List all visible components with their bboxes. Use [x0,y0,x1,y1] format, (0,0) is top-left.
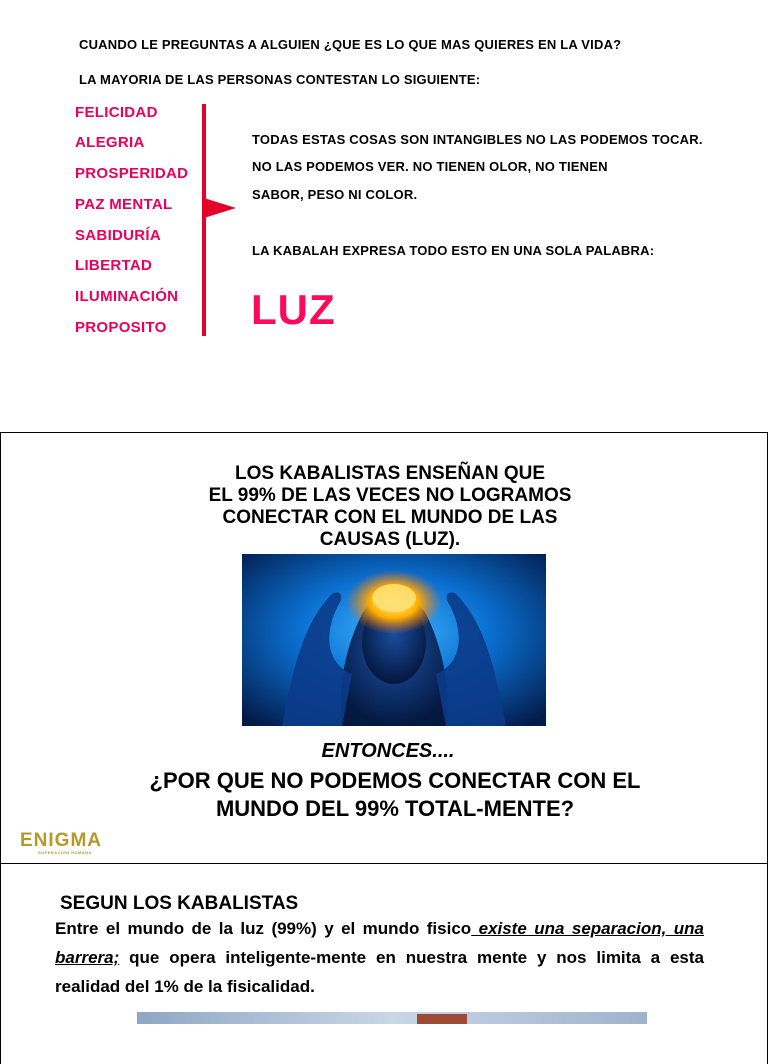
heading-line-3: CONECTAR CON EL MUNDO DE LAS [222,507,558,528]
question-line-1: ¿POR QUE NO PODEMOS CONECTAR CON EL [149,768,641,793]
intangible-line-1: TODAS ESTAS COSAS SON INTANGIBLES NO LAS PODEMOS TOCAR. [252,132,703,147]
list-item-prosperidad: PROSPERIDAD [75,165,189,182]
heading-line-4: CAUSAS (LUZ). [319,529,461,550]
segun-kabalistas-title: SEGUN LOS KABALISTAS [60,893,299,914]
vertical-bracket-bar [202,104,206,336]
list-item-felicidad: FELICIDAD [75,104,158,121]
kabalistas-heading [150,463,630,551]
enigma-logo-subtitle: SUPERACION HUMANA [38,850,93,855]
list-item-alegria: ALEGRIA [75,134,145,151]
paragraph-underlined: existe una separacion, una barrera; [55,919,704,967]
separation-paragraph [55,914,704,1001]
kabalah-line: LA KABALAH EXPRESA TODO ESTO EN UNA SOLA PALABRA: [252,243,655,258]
luz-word: LUZ [251,286,336,333]
list-item-proposito: PROPOSITO [75,319,167,336]
paragraph-part-3: que opera inteligente-mente en nuestra mente y nos limita a esta realidad del 1% de la fisicalidad. [55,948,704,996]
paragraph-part-1: Entre el mundo de la luz (99%) y el mundo fisico [55,919,472,938]
list-item-iluminacion: ILUMINACIÓN [75,288,179,305]
list-item-paz-mental: PAZ MENTAL [75,196,173,213]
enigma-logo [20,831,110,855]
arrow-right-icon [204,198,236,218]
entonces-label: ENTONCES.... [321,740,455,762]
intangible-line-3: SABOR, PESO NI COLOR. [252,187,418,202]
enigma-logo-text: ENIGMA [20,830,102,851]
slide1-intro-line: LA MAYORIA DE LAS PERSONAS CONTESTAN LO SIGUIENTE: [79,72,481,87]
intangible-line-2: NO LAS PODEMOS VER. NO TIENEN OLOR, NO TIENEN [252,159,608,174]
list-item-libertad: LIBERTAD [75,257,153,274]
heading-line-2: EL 99% DE LAS VECES NO LOGRAMOS [208,485,572,506]
photo-strip-image [137,1012,647,1024]
question-line-2: MUNDO DEL 99% TOTAL-MENTE? [215,796,575,821]
slide1-question-line: CUANDO LE PREGUNTAS A ALGUIEN ¿QUE ES LO QUE MAS QUIERES EN LA VIDA? [79,37,622,52]
heading-line-1: LOS KABALISTAS ENSEÑAN QUE [234,463,545,484]
glowing-brain-image [242,554,546,726]
list-item-sabiduria: SABIDURÍA [75,227,162,244]
question-block [60,767,730,823]
